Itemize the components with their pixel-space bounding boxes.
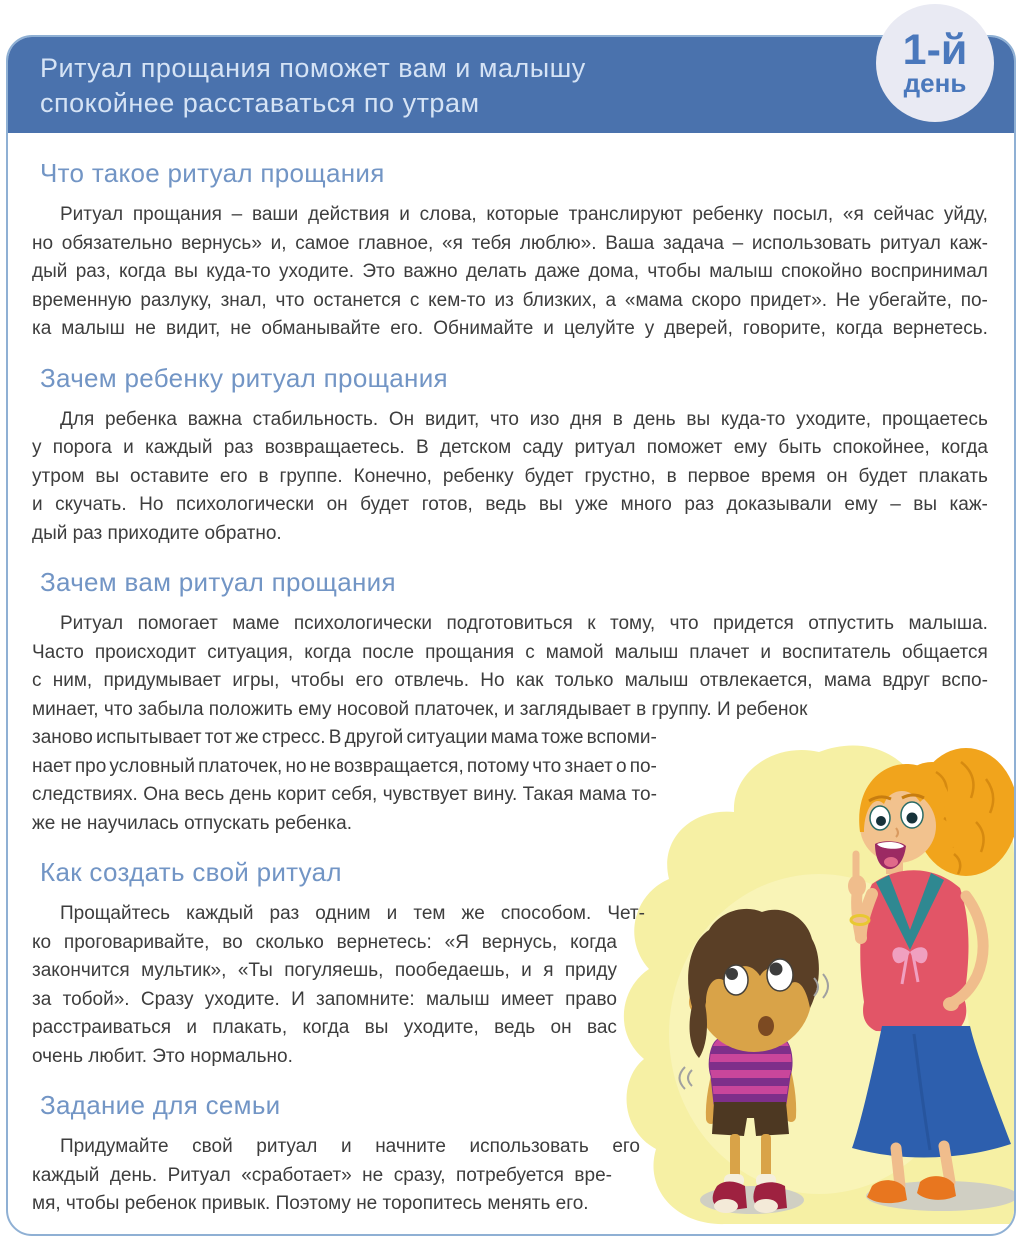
section-heading: Зачем вам ритуал прощания: [40, 567, 396, 597]
text-line: Для ребенка важна стабильность. Он видит, что изо дня в день вы куда-то уходите, прощаетесь: [60, 408, 988, 430]
paragraph: [32, 406, 988, 549]
text-line: утром вы оставите его в группе. Конечно, ребенку будет грустно, в первое время он будет плакать: [32, 465, 988, 487]
day-badge-number: 1-й: [902, 26, 968, 74]
text-line: дый раз приходите обратно.: [32, 522, 282, 544]
header: [8, 37, 1014, 133]
text-line: у порога и каждый раз возвращаетесь. В детском саду ритуал поможет ему быть спокойнее, когда: [32, 437, 988, 458]
worksheet-card: [6, 35, 1016, 1236]
day-badge-word: день: [903, 68, 967, 98]
text-line: же не научилась отпускать ребенка.: [32, 812, 352, 834]
paragraph: [32, 1133, 988, 1219]
text-line: заново испытывает тот же стресс. В другой ситуации мама тоже вспоми-: [32, 727, 657, 748]
day-badge: [876, 4, 994, 122]
text-line: временную разлуку, знал, что останется с кем-то из близких, а «мама скоро придет». Не убегайте, по-: [32, 289, 988, 311]
text-line: но обязательно вернусь» и, самое главное, «я тебя люблю». Ваша задача – использовать ритуал каж-: [32, 232, 988, 254]
paragraph: [32, 900, 988, 1071]
text-line: Прощайтесь каждый раз одним и тем же способом. Чет-: [60, 903, 645, 924]
header-title-line2: спокойнее расставаться по утрам: [40, 88, 480, 118]
text-line: и скучать. Но психологически он будет готов, ведь вы уже много раз доказывали ему – вы каж-: [32, 494, 988, 515]
section-heading: Зачем ребенку ритуал прощания: [40, 362, 448, 393]
text-line: следствиях. Она весь день корит себя, чувствует вину. Такая мама то-: [32, 784, 657, 805]
text-line: ко проговаривайте, во сколько вернетесь: «Я вернусь, когда: [32, 931, 617, 953]
content: [8, 133, 1014, 1212]
text-line: Ритуал прощания – ваши действия и слова, которые транслируют ребенку посыл, «я сейчас уйду,: [60, 204, 988, 225]
section-heading: Задание для семьи: [40, 1090, 281, 1120]
paragraph: [32, 201, 988, 344]
text-line: Придумайте свой ритуал и начните использовать его: [60, 1136, 640, 1157]
text-line: Часто происходит ситуация, когда после прощания с мамой малыш плачет и воспитатель общается: [32, 641, 988, 663]
text-line: с ним, придумывает игры, чтобы его отвлечь. Но как только малыш отвлекается, мама вдруг вспо-: [32, 670, 988, 691]
paragraph: [32, 610, 988, 838]
section-heading: Что такое ритуал прощания: [40, 158, 385, 188]
text-line: за тобой». Сразу уходите. И запомните: малыш имеет право: [32, 988, 617, 1010]
text-line: очень любит. Это нормально.: [32, 1045, 293, 1067]
section-heading: Как создать свой ритуал: [40, 857, 342, 887]
text-line: расстраиваться и плакать, когда вы уходите, ведь он вас: [32, 1017, 617, 1038]
header-title-line1: Ритуал прощания поможет вам и малышу: [40, 53, 586, 83]
text-line: нает про условный платочек, но не возвращается, потому что знает о по-: [32, 755, 657, 777]
text-line: Ритуал помогает маме психологически подготовиться к тому, что придется отпустить малыша.: [60, 613, 988, 634]
text-line: минает, что забыла положить ему носовой платочек, и заглядывает в группу. И ребенок: [32, 698, 808, 720]
text-line: каждый день. Ритуал «сработает» не сразу, потребуется вре-: [32, 1164, 612, 1186]
text-line: закончится мультик», «Ты погуляешь, пообедаешь, и я приду: [32, 960, 617, 981]
text-line: мя, чтобы ребенок привык. Поэтому не торопитесь менять его.: [32, 1193, 589, 1214]
text-line: дый раз, когда вы куда-то уходите. Это важно делать даже дома, чтобы малыш спокойно воспринимал: [32, 261, 988, 282]
text-line: ка малыш не видит, не обманывайте его. Обнимайте и целуйте у дверей, говорите, когда вернетесь.: [32, 318, 988, 339]
